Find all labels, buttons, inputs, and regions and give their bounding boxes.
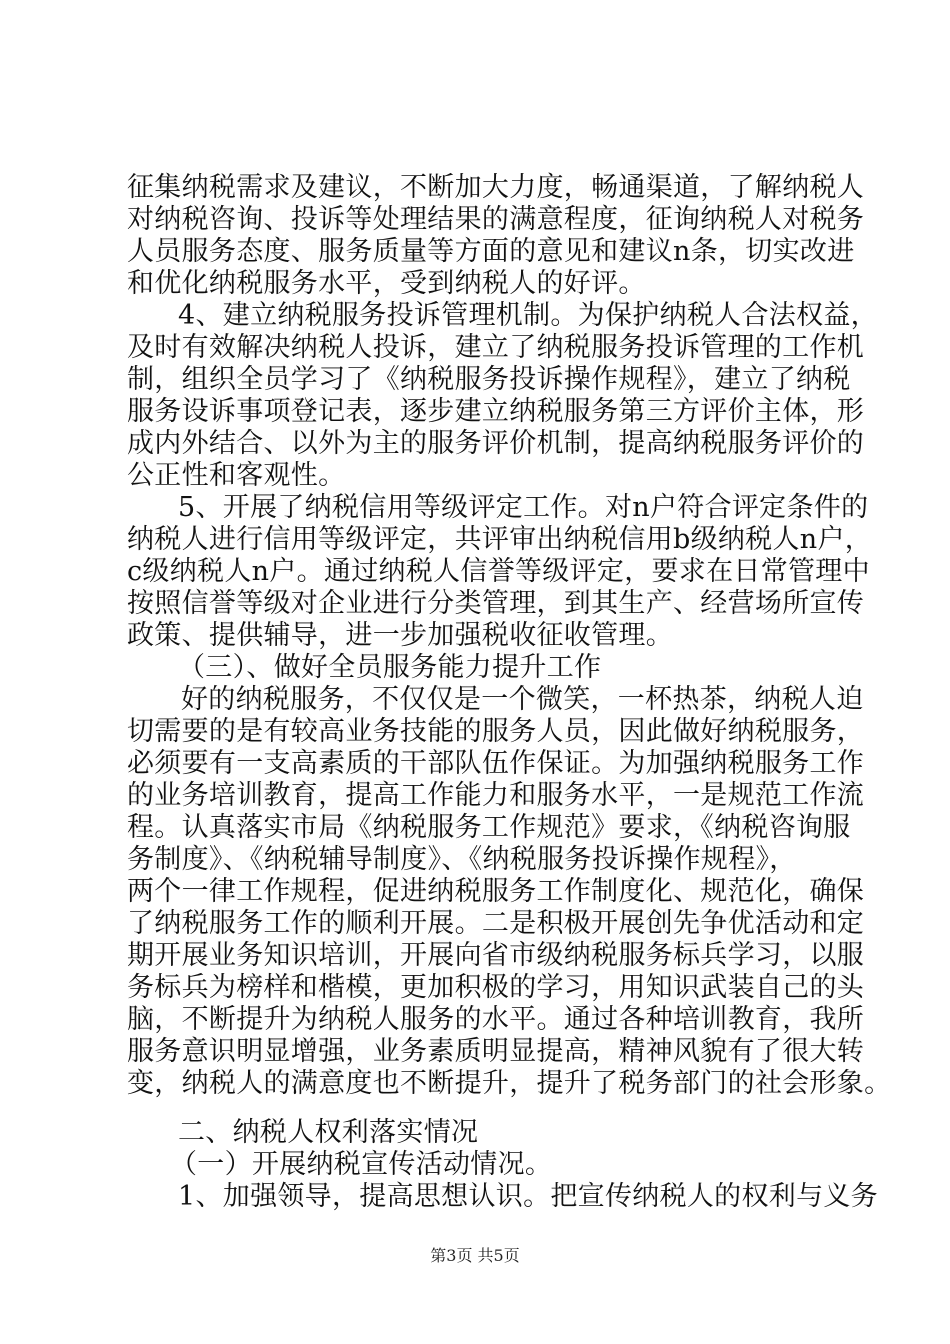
body-line: 和优化纳税服务水平，受到纳税人的好评。 — [127, 268, 646, 299]
section-heading: 二、纳税人权利落实情况 — [178, 1117, 479, 1148]
body-line: 了纳税服务工作的顺利开展。二是积极开展创先争优活动和定 — [127, 908, 865, 939]
body-line: 公正性和客观性。 — [127, 460, 346, 491]
body-line: 政策、提供辅导，进一步加强税收征收管理。 — [127, 620, 673, 651]
body-line: 必须要有一支高素质的干部队伍作保证。为加强纳税服务工作 — [127, 748, 865, 779]
page-number-footer: 第3页 共5页 — [430, 1246, 520, 1265]
body-line: 纳税人进行信用等级评定，共评审出纳税信用b级纳税人n户， — [127, 524, 873, 555]
body-line: 切需要的是有较高业务技能的服务人员，因此做好纳税服务， — [127, 716, 865, 747]
body-line: 及时有效解决纳税人投诉，建立了纳税服务投诉管理的工作机 — [127, 332, 865, 363]
body-line: 务标兵为榜样和楷模，更加积极的学习，用知识武装自己的头 — [127, 972, 865, 1003]
body-line: 对纳税咨询、投诉等处理结果的满意程度，征询纳税人对税务 — [127, 204, 865, 235]
body-line: 好的纳税服务，不仅仅是一个微笑，一杯热茶，纳税人迫 — [181, 684, 864, 715]
subsection-heading: （一）开展纳税宣传活动情况。 — [170, 1149, 553, 1180]
body-line: 服务设诉事项登记表，逐步建立纳税服务第三方评价主体，形 — [127, 396, 865, 427]
body-line: 按照信誉等级对企业进行分类管理，到其生产、经营场所宣传 — [127, 588, 865, 619]
body-line: 务制度》、《纳税辅导制度》、《纳税服务投诉操作规程》， — [127, 844, 797, 875]
body-line: 征集纳税需求及建议，不断加大力度，畅通渠道，了解纳税人 — [127, 172, 865, 203]
body-line: 变，纳税人的满意度也不断提升，提升了税务部门的社会形象。 — [127, 1068, 892, 1099]
section-heading: （三）、做好全员服务能力提升工作 — [178, 652, 602, 683]
body-line: 两个一律工作规程，促进纳税服务工作制度化、规范化，确保 — [127, 876, 865, 907]
body-line: 成内外结合、以外为主的服务评价机制，提高纳税服务评价的 — [127, 428, 865, 459]
body-line: 制，组织全员学习了《纳税服务投诉操作规程》，建立了纳税 — [127, 364, 851, 395]
body-line: 5、开展了纳税信用等级评定工作。对n户符合评定条件的 — [178, 492, 869, 523]
body-line: c级纳税人n户。通过纳税人信誉等级评定，要求在日常管理中 — [127, 556, 870, 587]
body-line: 服务意识明显增强，业务素质明显提高，精神风貌有了很大转 — [127, 1036, 865, 1067]
body-line: 1、加强领导，提高思想认识。把宣传纳税人的权利与义务 — [178, 1181, 878, 1212]
body-line: 4、建立纳税服务投诉管理机制。为保护纳税人合法权益， — [178, 300, 878, 331]
body-line: 脑，不断提升为纳税人服务的水平。通过各种培训教育，我所 — [127, 1004, 865, 1035]
body-line: 人员服务态度、服务质量等方面的意见和建议n条，切实改进 — [127, 236, 855, 267]
body-line: 程。认真落实市局《纳税服务工作规范》要求，《纳税咨询服 — [127, 812, 851, 843]
body-line: 期开展业务知识培训，开展向省市级纳税服务标兵学习，以服 — [127, 940, 865, 971]
body-line: 的业务培训教育，提高工作能力和服务水平，一是规范工作流 — [127, 780, 865, 811]
